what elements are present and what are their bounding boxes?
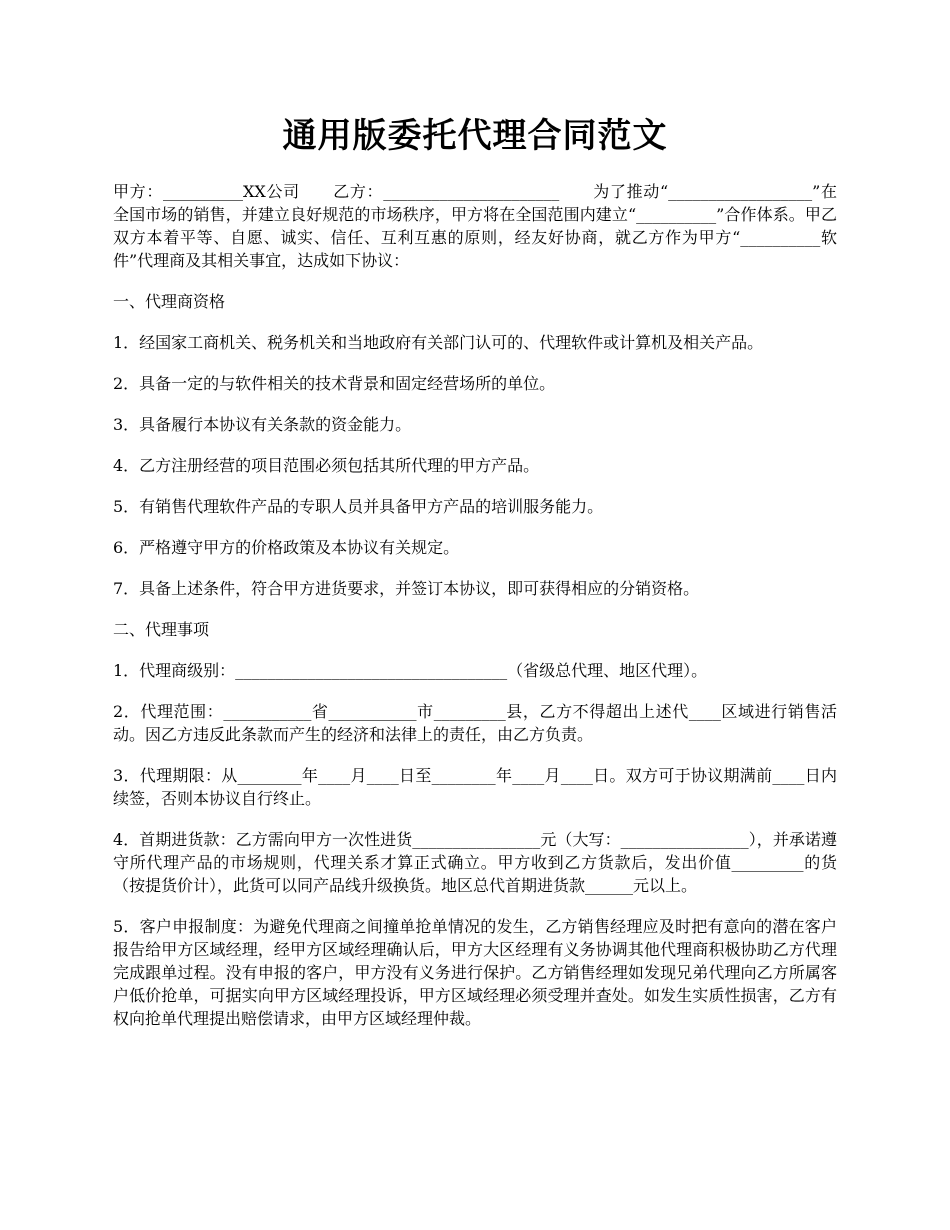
document-body	[113, 180, 837, 1048]
qualification-item: 6．严格遵守甲方的价格政策及本协议有关规定。	[113, 538, 460, 557]
qualification-item: 1．经国家工商机关、税务机关和当地政府有关部门认可的、代理软件或计算机及相关产品。	[113, 333, 764, 352]
qualification-item: 5．有销售代理软件产品的专职人员并具备甲方产品的培训服务能力。	[113, 497, 604, 516]
document-title: 通用版委托代理合同范文	[282, 116, 668, 156]
intro-paragraph: 甲方：__________XX公司 乙方：______________________ 为了推动“__________________”在全国市场的销售，并建立良好规范的市场秩序，甲方将在全国范围内建立“__________”合作体系。甲乙双方本着平等、自愿、诚实、信任、互利互惠的原则，经友好协商，就乙方作为甲方“__________软件”代理商及其相关事宜，达成如下协议：	[113, 182, 837, 270]
agency-item-term: 3．代理期限：从________年____月____日至________年____月____日。双方可于协议期满前____日内续签，否则本协议自行终止。	[113, 766, 837, 808]
agency-item-level: 1．代理商级别：__________________________________（省级总代理、地区代理）。	[113, 661, 708, 680]
qualification-item: 4．乙方注册经营的项目范围必须包括其所代理的甲方产品。	[113, 456, 540, 475]
agency-item-customer-report: 5．客户申报制度：为避免代理商之间撞单抢单情况的发生，乙方销售经理应及时把有意向的潜在客户报告给甲方区域经理，经甲方区域经理确认后，甲方大区经理有义务协调其他代理商积极协助乙方代理完成跟单过程。没有申报的客户，甲方没有义务进行保护。乙方销售经理如发现兄弟代理向乙方所属客户低价抢单，可据实向甲方区域经理投诉，甲方区域经理必须受理并查处。如发生实质性损害，乙方有权向抢单代理提出赔偿请求，由甲方区域经理仲裁。	[113, 917, 837, 1028]
agency-item-first-payment: 4．首期进货款：乙方需向甲方一次性进货________________元（大写：________________），并承诺遵守所代理产品的市场规则，代理关系才算正式确立。甲方收到乙方货款后，发出价值_________的货（按提货价计），此货可以同产品线升级换货。地区总代首期进货款______元以上。	[113, 830, 837, 895]
section-heading-qualification: 一、代理商资格	[113, 292, 226, 311]
section-heading-agency-matters: 二、代理事项	[113, 620, 210, 639]
agency-item-scope: 2．代理范围：___________省___________市_________县，乙方不得超出上述代____区域进行销售活动。因乙方违反此条款而产生的经济和法律上的责任，由乙方负责。	[113, 702, 837, 744]
qualification-item: 7．具备上述条件，符合甲方进货要求，并签订本协议，即可获得相应的分销资格。	[113, 579, 700, 598]
qualification-item: 2．具备一定的与软件相关的技术背景和固定经营场所的单位。	[113, 374, 556, 393]
qualification-item: 3．具备履行本协议有关条款的资金能力。	[113, 415, 412, 434]
